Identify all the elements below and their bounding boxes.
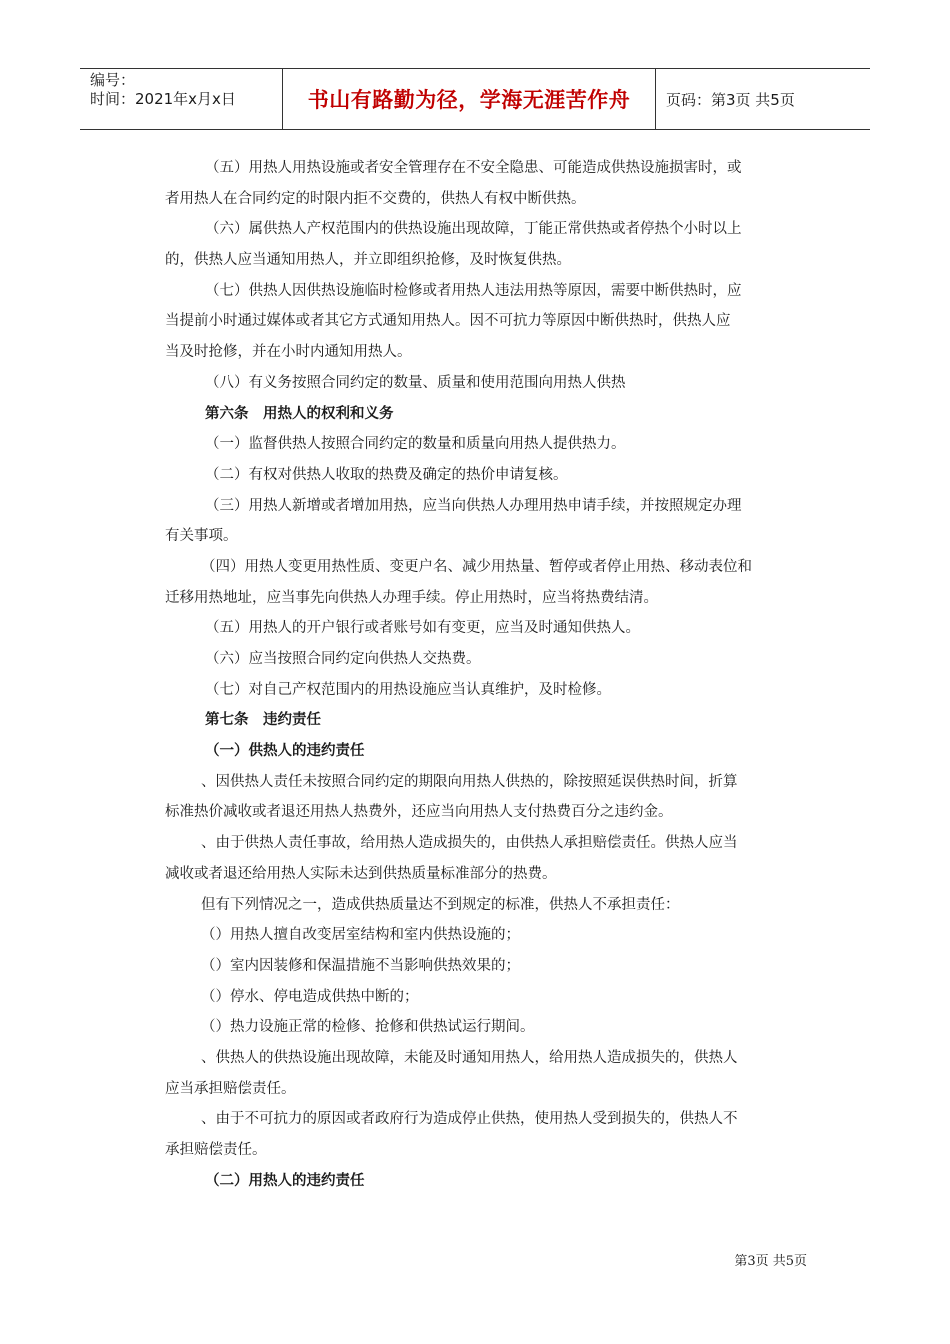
text-line: 、因供热人责任未按照合同约定的期限向用热人供热的，除按照延误供热时间，折算 xyxy=(201,773,738,790)
text-line: 当提前小时通过媒体或者其它方式通知用热人。因不可抗力等原因中断供热时，供热人应 xyxy=(165,313,731,330)
text-line: （六）属供热人产权范围内的供热设施出现故障，丁能正常供热或者停热个小时以上 xyxy=(205,221,742,238)
text-line: （五）用热人的开户银行或者账号如有变更，应当及时通知供热人。 xyxy=(205,620,640,637)
text-line: 当及时抢修，并在小时内通知用热人。 xyxy=(165,344,412,361)
text-line: （一）监督供热人按照合同约定的数量和质量向用热人提供热力。 xyxy=(205,436,626,453)
text-line: 、由于不可抗力的原因或者政府行为造成停止供热，使用热人受到损失的，供热人不 xyxy=(201,1111,738,1128)
text-line: 有关事项。 xyxy=(165,528,238,545)
header-page-info: 页码：第3页 共5页 xyxy=(666,90,795,109)
text-line: （三）用热人新增或者增加用热，应当向供热人办理用热申请手续，并按照规定办理 xyxy=(205,497,742,514)
text-line: 、由于供热人责任事故，给用热人造成损失的，由供热人承担赔偿责任。供热人应当 xyxy=(201,835,738,852)
text-line: 标准热价减收或者退还用热人热费外，还应当向用热人支付热费百分之违约金。 xyxy=(165,804,673,821)
text-line: （二）有权对供热人收取的热费及确定的热价申请复核。 xyxy=(205,466,568,483)
document-header xyxy=(80,68,870,130)
header-motto: 书山有路勤为径，学海无涯苦作舟 xyxy=(282,69,656,129)
header-meta xyxy=(80,69,282,129)
text-line: （四）用热人变更用热性质、变更户名、减少用热量、暂停或者停止用热、移动表位和 xyxy=(201,558,752,575)
text-line: 减收或者退还给用热人实际未达到供热质量标准部分的热费。 xyxy=(165,865,557,882)
section-heading: （一）供热人的违约责任 xyxy=(205,743,365,760)
text-line: 者用热人在合同约定的时限内拒不交费的，供热人有权中断供热。 xyxy=(165,190,586,207)
text-line: 但有下列情况之一，造成供热质量达不到规定的标准，供热人不承担责任： xyxy=(201,896,680,913)
text-line: （）室内因装修和保温措施不当影响供热效果的； xyxy=(201,957,520,974)
text-line: （）停水、停电造成供热中断的； xyxy=(201,988,419,1005)
text-line: （）热力设施正常的检修、抢修和供热试运行期间。 xyxy=(201,1019,535,1036)
text-line: （）用热人擅自改变居室结构和室内供热设施的； xyxy=(201,927,520,944)
section-heading: 第六条 用热人的权利和义务 xyxy=(205,405,394,422)
text-line: 承担赔偿责任。 xyxy=(165,1142,267,1158)
text-line: 、供热人的供热设施出现故障，未能及时通知用热人，给用热人造成损失的，供热人 xyxy=(201,1049,738,1066)
text-line: （七）供热人因供热设施临时检修或者用热人违法用热等原因，需要中断供热时，应 xyxy=(205,282,742,299)
text-line: （六）应当按照合同约定向供热人交热费。 xyxy=(205,651,481,667)
text-line: （八）有义务按照合同约定的数量、质量和使用范围向用热人供热 xyxy=(205,374,626,391)
section-heading: 第七条 违约责任 xyxy=(205,712,321,729)
header-number: 编号： xyxy=(90,71,136,89)
section-heading: （二）用热人的违约责任 xyxy=(205,1172,365,1189)
page-footer: 第3页 共5页 xyxy=(734,1254,807,1269)
text-line: 的，供热人应当通知用热人，并立即组织抢修，及时恢复供热。 xyxy=(165,252,571,269)
header-time: 时间：2021年x月x日 xyxy=(90,90,236,108)
text-line: （五）用热人用热设施或者安全管理存在不安全隐患、可能造成供热设施损害时，或 xyxy=(205,160,742,176)
text-line: （七）对自己产权范围内的用热设施应当认真维护，及时检修。 xyxy=(205,681,611,698)
document-body xyxy=(165,153,805,1196)
text-line: 迁移用热地址，应当事先向供热人办理手续。停止用热时，应当将热费结清。 xyxy=(165,589,658,606)
text-line: 应当承担赔偿责任。 xyxy=(165,1080,296,1097)
